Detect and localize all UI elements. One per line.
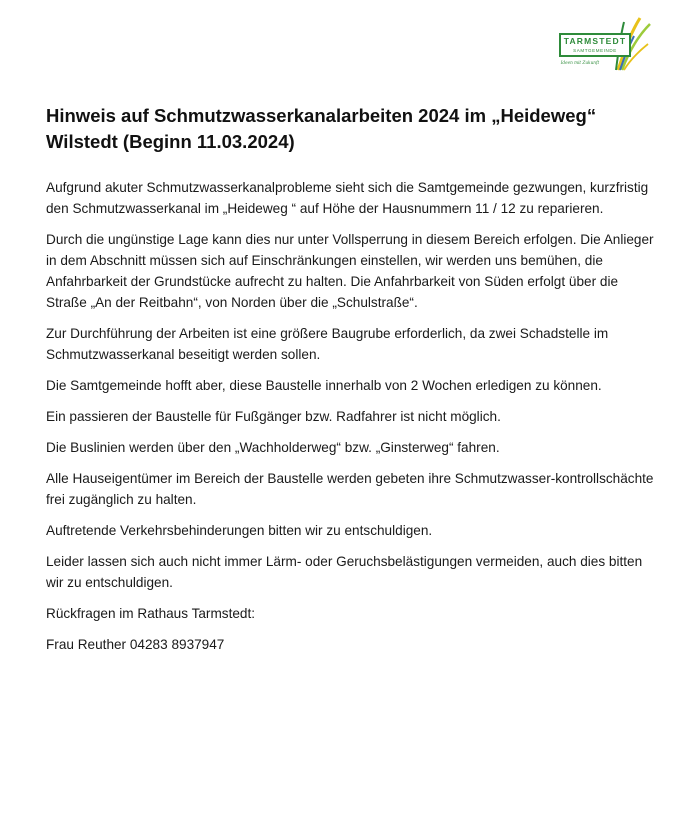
notice-document — [46, 103, 656, 665]
logo-slogan: Ideen mit Zukunft — [560, 60, 600, 65]
paragraph-duration: Die Samtgemeinde hofft aber, diese Baustelle innerhalb von 2 Wochen erledigen zu können. — [46, 378, 602, 393]
paragraph-contact-heading: Rückfragen im Rathaus Tarmstedt: — [46, 606, 256, 621]
paragraph-pedestrians: Ein passieren der Baustelle für Fußgänger bzw. Radfahrer ist nicht möglich. — [46, 409, 501, 424]
paragraph-bus-routes: Die Buslinien werden über den „Wachholderweg“ bzw. „Ginsterweg“ fahren. — [46, 440, 500, 455]
paragraph-excavation: Zur Durchführung der Arbeiten ist eine größere Baugrube erforderlich, da zwei Schadstelle im Schmutzwasserkanal beseitigt werden sollen. — [46, 326, 609, 362]
paragraph-apology-traffic: Auftretende Verkehrsbehinderungen bitten wir zu entschuldigen. — [46, 523, 433, 538]
paragraph-homeowners: Alle Hauseigentümer im Bereich der Baustelle werden gebeten ihre Schmutzwasser-kontrollschächte frei zugänglich zu halten. — [46, 471, 654, 507]
paragraph-reason: Aufgrund akuter Schmutzwasserkanalprobleme sieht sich die Samtgemeinde gezwungen, kurzfristig den Schmutzwasserkanal im „Heideweg “ auf Höhe der Hausnummern 11 / 12 zu reparieren. — [46, 180, 649, 216]
notice-title: Hinweis auf Schmutzwasserkanalarbeiten 2024 im „Heideweg“ Wilstedt (Beginn 11.03.2024) — [46, 105, 597, 152]
paragraph-closure: Durch die ungünstige Lage kann dies nur unter Vollsperrung in diesem Bereich erfolgen. Die Anlieger in dem Abschnitt müssen sich auf Einschränkungen einstellen, wir werden uns bemühen, die Anfahrbarkeit der Grundstücke aufrecht zu halten. Die Anfahrbarkeit von Süden erfolgt über die Straße „An der Reitbahn“, von Norden über die „Schulstraße“. — [46, 232, 654, 310]
paragraph-contact-person: Frau Reuther 04283 8937947 — [46, 637, 225, 652]
tarmstedt-logo — [558, 14, 654, 72]
paragraph-apology-noise: Leider lassen sich auch nicht immer Lärm- oder Geruchsbelästigungen vermeiden, auch dies bitten wir zu entschuldigen. — [46, 554, 643, 590]
tarmstedt-logo-graphic — [558, 14, 654, 72]
logo-sub-text: SAMTGEMEINDE — [573, 48, 617, 53]
logo-brand-text: TARMSTEDT — [563, 36, 627, 46]
